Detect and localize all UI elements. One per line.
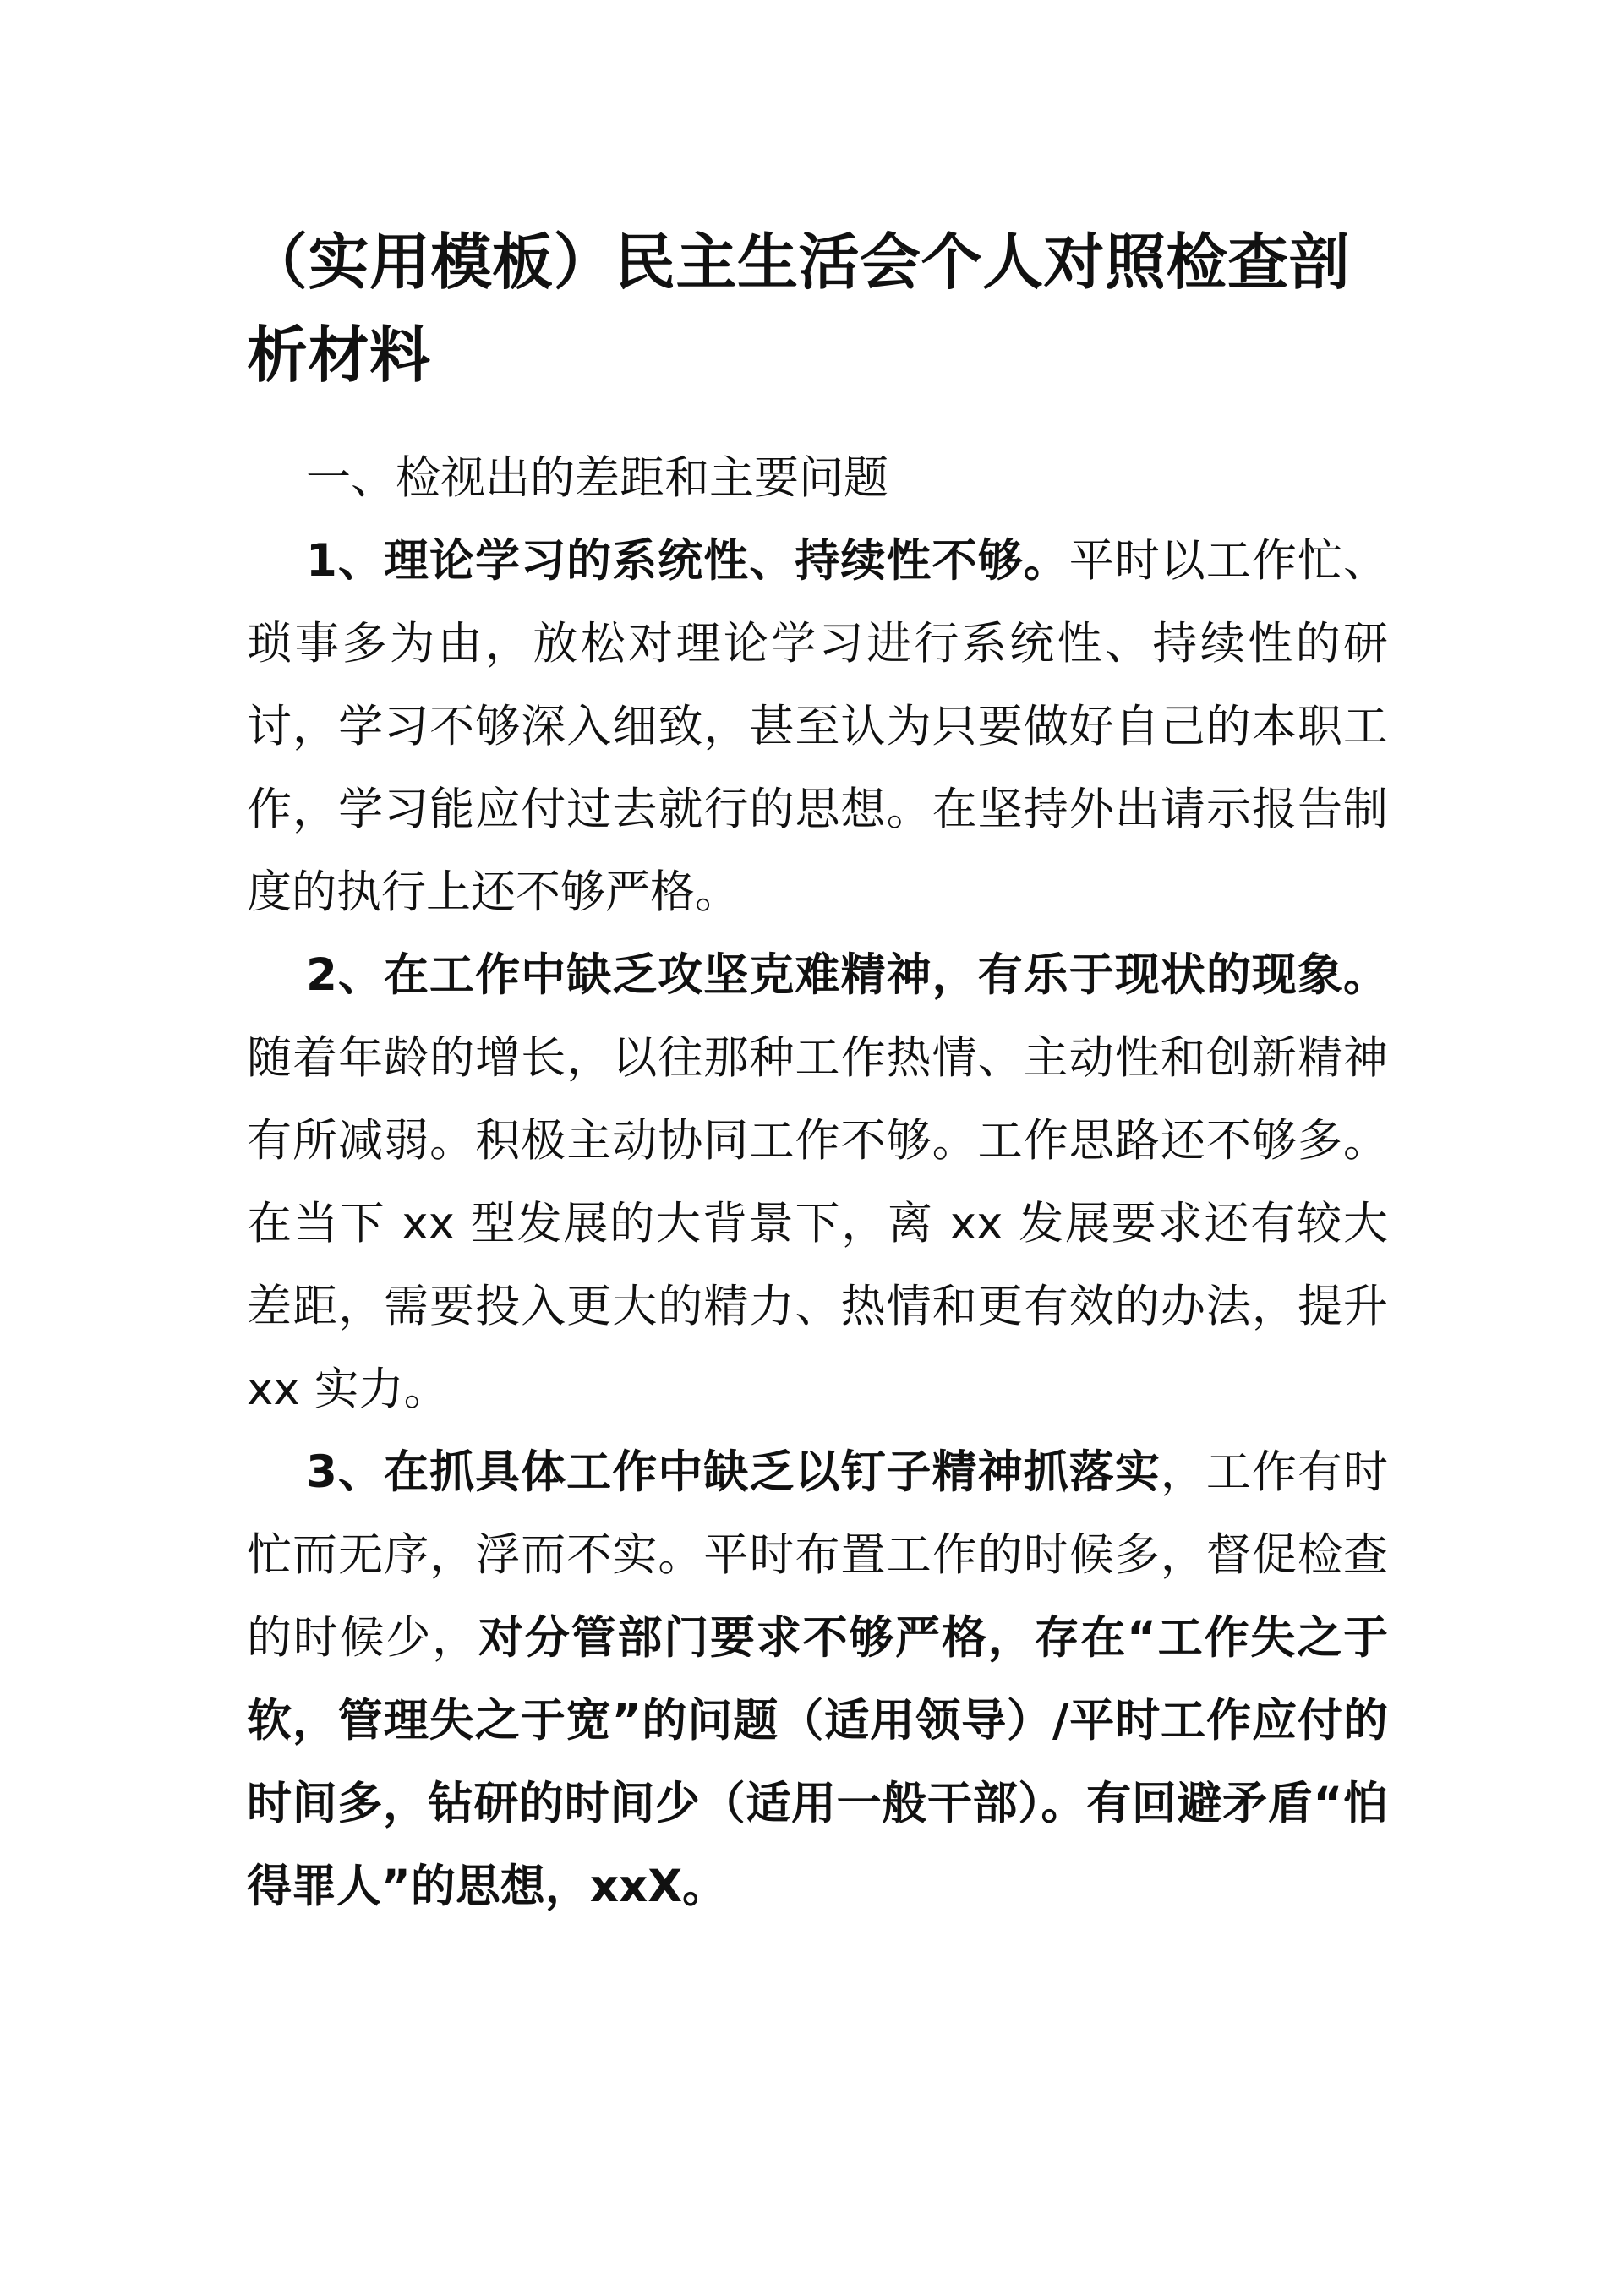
item-1-body: 平时以工作忙、琐事多为由，放松对理论学习进行系统性、持续性的研讨，学习不够深入细致，甚至认为只要做好自己的本职工作，学习能应付过去就行的思想。在坚持外出请示报告制度的执行上还不够严格。 [247,535,1388,918]
section-heading: 一、检视出的差距和主要问题 [306,452,888,504]
item-2-lead: 2、在工作中缺乏攻坚克难精神，有乐于现状的现象。 [306,949,1388,1001]
paragraph-item-2 [247,934,1388,1431]
item-3-lead: 3、在抓具体工作中缺乏以钉子精神抓落实 [306,1446,1161,1498]
item-1-lead: 1、理论学习的系统性、持续性不够。 [306,535,1069,587]
item-3-tail: 对分管部门要求不够严格，存在“工作失之于软，管理失之于宽”的问题（适用领导）/平时工作应付的时间多，钻研的时间少（适用一般干部）。有回避矛盾“怕得罪人”的思想，xxX。 [247,1612,1388,1912]
item-3-body: ，工作有时忙而无序，浮而不实。平时布置工作的时候多，督促检查的时候少， [247,1446,1388,1664]
paragraph-item-3 [247,1431,1388,1928]
document-title: （实用模板）民主生活会个人对照检查剖析材料 [247,227,1351,391]
paragraph-item-1 [247,520,1388,934]
document-page [247,216,1388,1928]
item-2-body: 随着年龄的增长，以往那种工作热情、主动性和创新精神有所减弱。积极主动协同工作不够。工作思路还不够多。在当下 xx 型发展的大背景下，离 xx 发展要求还有较大差距，需要投入更大的精力、热情和更有效的办法，提升 xx 实力。 [247,1032,1388,1415]
